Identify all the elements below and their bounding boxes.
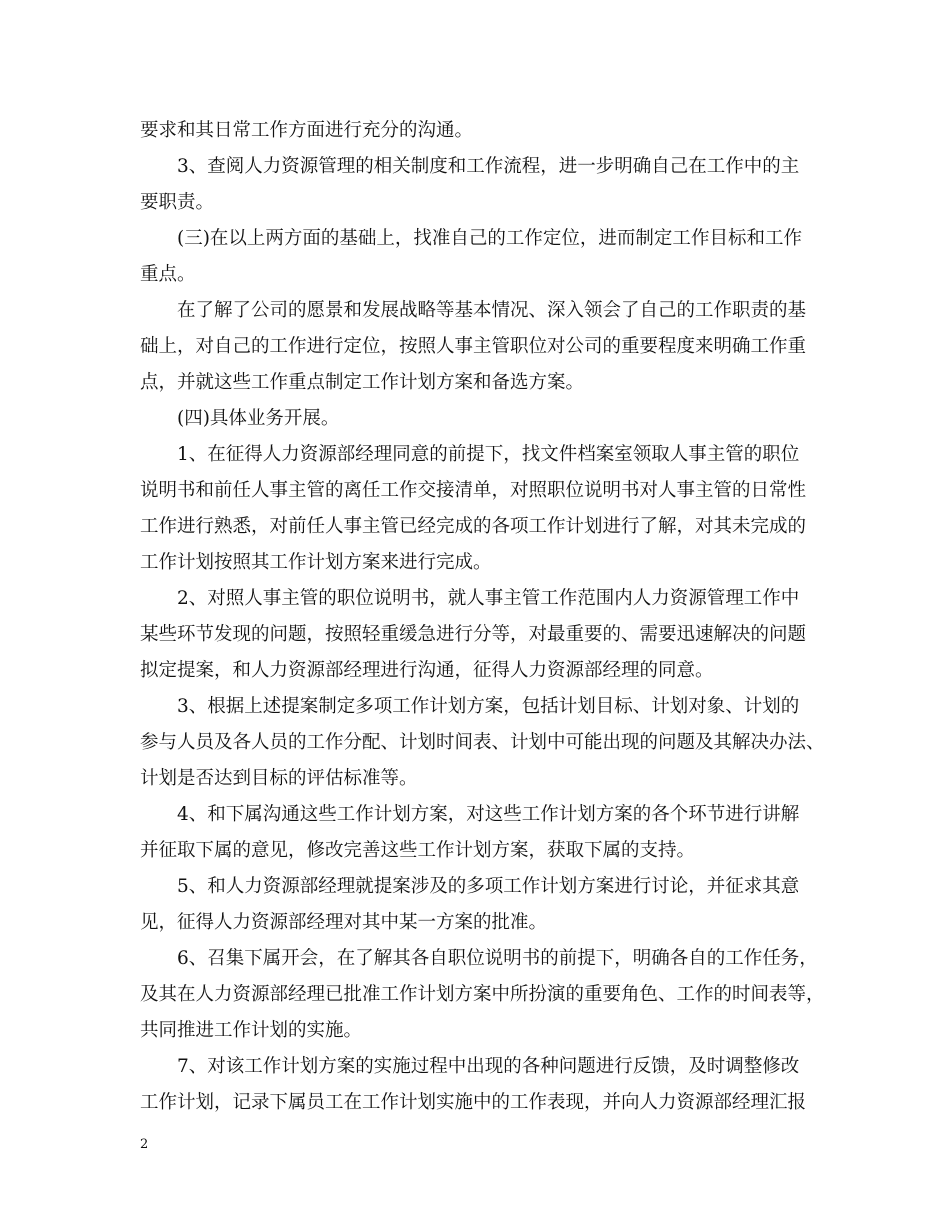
paragraph bbox=[140, 869, 812, 941]
page-number: 2 bbox=[140, 1137, 149, 1152]
paragraph-line: 7、对该工作计划方案的实施过程中出现的各种问题进行反馈，及时调整修改 bbox=[177, 1056, 800, 1077]
paragraph-line: 1、在征得人力资源部经理同意的前提下，找文件档案室领取人事主管的职位 bbox=[177, 444, 800, 465]
paragraph-line: 拟定提案，和人力资源部经理进行沟通，征得人力资源部经理的同意。 bbox=[140, 660, 714, 681]
paragraph-line: 6、召集下属开会，在了解其各自职位说明书的前提下，明确各自的工作任务， bbox=[177, 948, 818, 969]
paragraph-line: 见，征得人力资源部经理对其中某一方案的批准。 bbox=[140, 912, 548, 933]
paragraph bbox=[140, 941, 825, 1049]
paragraph bbox=[140, 1049, 812, 1121]
paragraph bbox=[140, 797, 812, 869]
paragraph-line: 工作进行熟悉，对前任人事主管已经完成的各项工作计划进行了解，对其未完成的 bbox=[140, 516, 807, 537]
paragraph-line: 及其在人力资源部经理已批准工作计划方案中所扮演的重要角色、工作的时间表等， bbox=[140, 984, 825, 1005]
paragraph bbox=[140, 221, 812, 293]
paragraph-line: 并征取下属的意见，修改完善这些工作计划方案，获取下属的支持。 bbox=[140, 840, 696, 861]
paragraph-line: 说明书和前任人事主管的离任工作交接清单，对照职位说明书对人事主管的日常性 bbox=[140, 480, 807, 501]
paragraph-line: 计划是否达到目标的评估标准等。 bbox=[140, 768, 418, 789]
paragraph-line: 5、和人力资源部经理就提案涉及的多项工作计划方案进行讨论，并征求其意 bbox=[177, 876, 800, 897]
paragraph bbox=[140, 437, 812, 581]
paragraph-line: 2、对照人事主管的职位说明书，就人事主管工作范围内人力资源管理工作中 bbox=[177, 588, 800, 609]
paragraph bbox=[140, 113, 812, 149]
paragraph bbox=[140, 149, 812, 221]
paragraph-line: (三)在以上两方面的基础上，找准自己的工作定位，进而制定工作目标和工作 bbox=[177, 228, 802, 249]
paragraph-line: 点，并就这些工作重点制定工作计划方案和备选方案。 bbox=[140, 372, 585, 393]
paragraph-line: 某些环节发现的问题，按照轻重缓急进行分等，对最重要的、需要迅速解决的问题 bbox=[140, 624, 807, 645]
document-body bbox=[140, 113, 825, 1121]
paragraph-line: 共同推进工作计划的实施。 bbox=[140, 1020, 363, 1041]
paragraph bbox=[140, 401, 812, 437]
paragraph-line: 3、根据上述提案制定多项工作计划方案，包括计划目标、计划对象、计划的 bbox=[177, 696, 800, 717]
paragraph-line: 工作计划，记录下属员工在工作计划实施中的工作表现，并向人力资源部经理汇报 bbox=[140, 1092, 807, 1113]
paragraph bbox=[140, 293, 812, 401]
paragraph-line: (四)具体业务开展。 bbox=[177, 408, 340, 429]
paragraph-line: 参与人员及各人员的工作分配、计划时间表、计划中可能出现的问题及其解决办法、 bbox=[140, 732, 825, 753]
paragraph-line: 在了解了公司的愿景和发展战略等基本情况、深入领会了自己的工作职责的基 bbox=[177, 300, 807, 321]
paragraph-line: 要求和其日常工作方面进行充分的沟通。 bbox=[140, 120, 474, 141]
paragraph bbox=[140, 581, 812, 689]
paragraph-line: 要职责。 bbox=[140, 192, 215, 213]
paragraph-line: 础上，对自己的工作进行定位，按照人事主管职位对公司的重要程度来明确工作重 bbox=[140, 336, 807, 357]
paragraph-line: 重点。 bbox=[140, 264, 196, 285]
paragraph bbox=[140, 689, 825, 797]
paragraph-line: 工作计划按照其工作计划方案来进行完成。 bbox=[140, 552, 492, 573]
paragraph-line: 3、查阅人力资源管理的相关制度和工作流程，进一步明确自己在工作中的主 bbox=[177, 156, 800, 177]
paragraph-line: 4、和下属沟通这些工作计划方案，对这些工作计划方案的各个环节进行讲解 bbox=[177, 804, 800, 825]
